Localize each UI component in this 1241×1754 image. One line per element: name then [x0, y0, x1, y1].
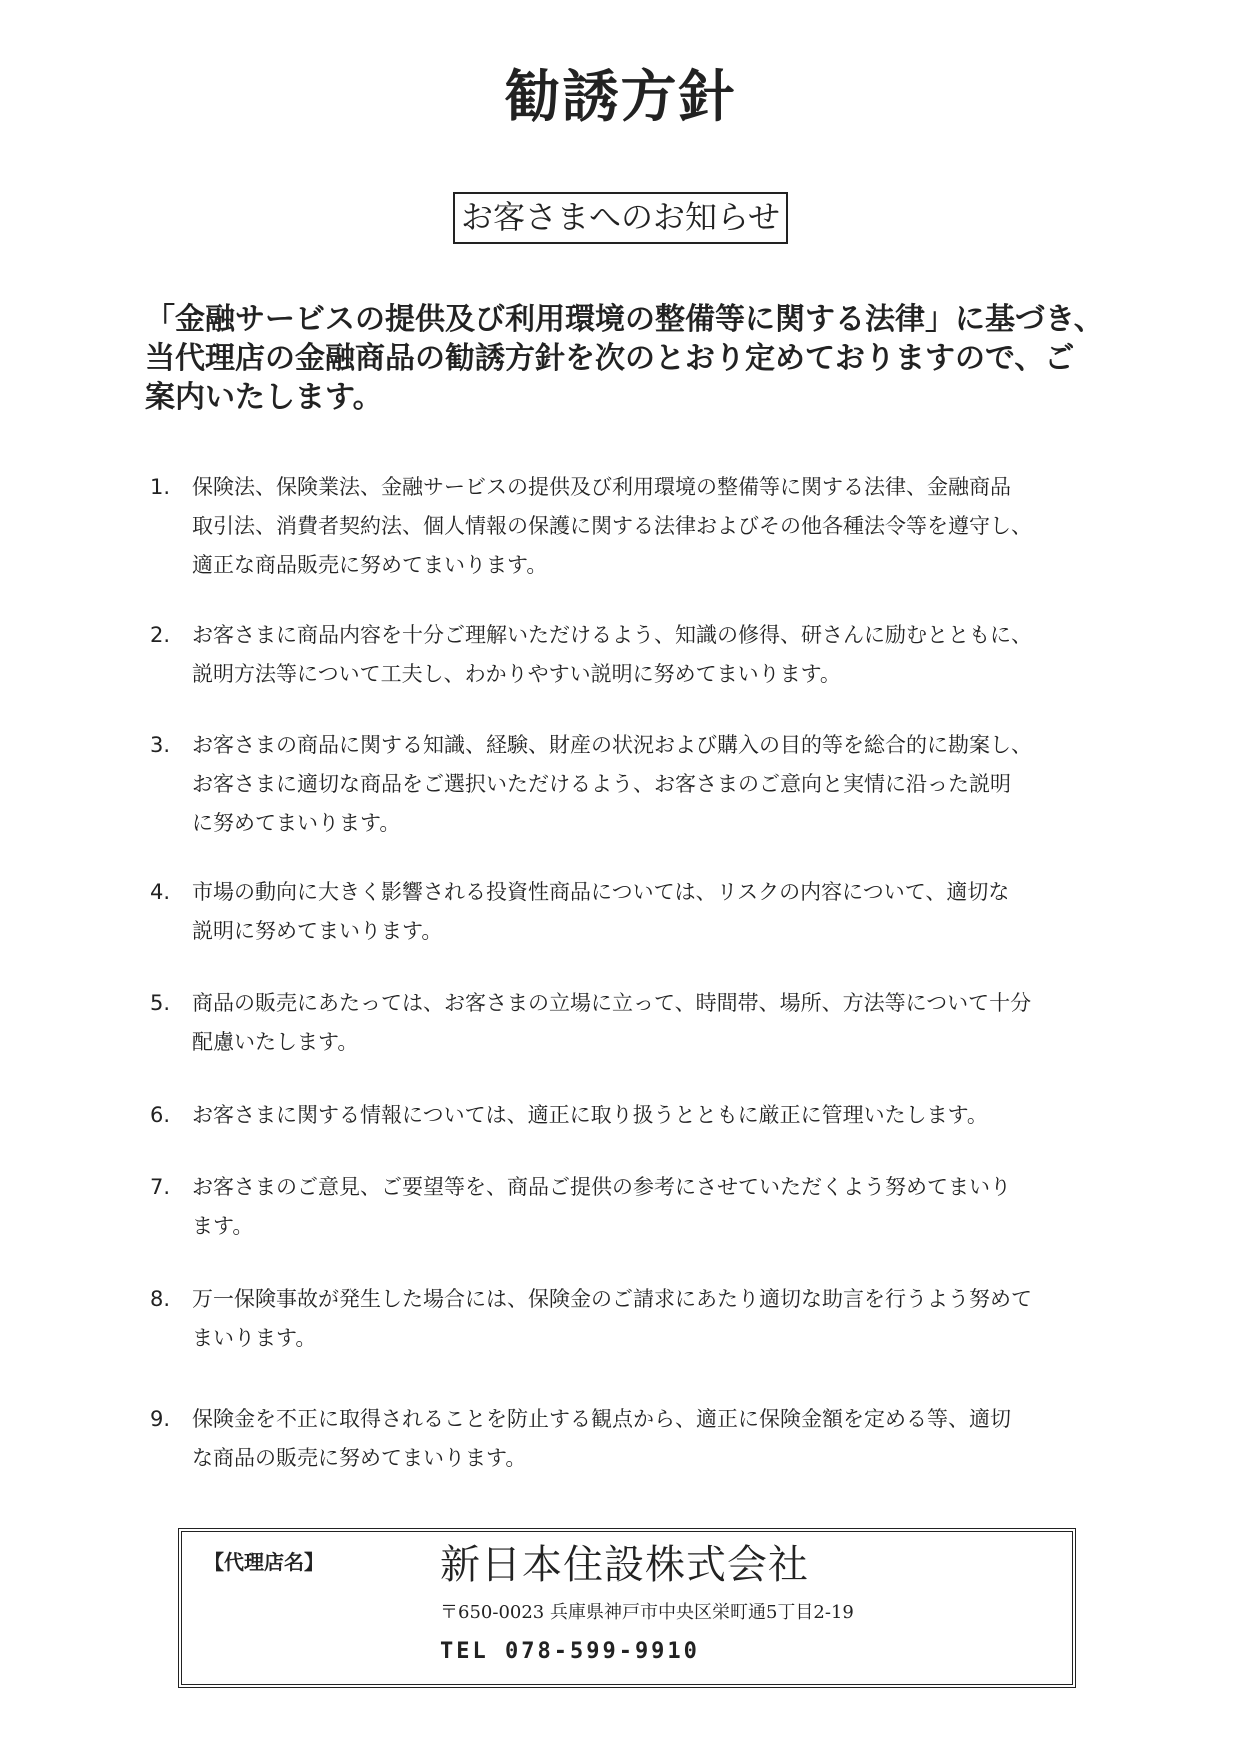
policy-item-text — [192, 726, 1092, 843]
agent-tel: TEL 078-599-9910 — [440, 1639, 700, 1664]
policy-item-line: 説明方法等について工夫し、わかりやすい説明に努めてまいります。 — [192, 662, 841, 686]
policy-item-text — [192, 1400, 1092, 1478]
policy-item-number: 2. — [150, 623, 171, 647]
notice-heading-wrap — [0, 192, 1241, 244]
policy-item-line: お客さまの商品に関する知識、経験、財産の状況および購入の目的等を総合的に勘案し、 — [192, 733, 1032, 757]
policy-item-number: 8. — [150, 1287, 171, 1311]
policy-item-line: 配慮いたします。 — [192, 1030, 359, 1054]
policy-item-line: 万一保険事故が発生した場合には、保険金のご請求にあたり適切な助言を行うよう努めて — [192, 1287, 1032, 1311]
policy-item-text — [192, 468, 1092, 585]
policy-item-line: 取引法、消費者契約法、個人情報の保護に関する法律およびその他各種法令等を遵守し、 — [192, 514, 1032, 538]
policy-item-line: お客さまに関する情報については、適正に取り扱うとともに厳正に管理いたします。 — [192, 1103, 988, 1127]
policy-item-line: な商品の販売に努めてまいります。 — [192, 1446, 527, 1470]
policy-item-number: 1. — [150, 475, 171, 499]
policy-item-text — [192, 984, 1092, 1062]
agent-name: 新日本住設株式会社 — [440, 1542, 809, 1588]
policy-item-number: 4. — [150, 880, 171, 904]
policy-item-line: 適正な商品販売に努めてまいります。 — [192, 553, 548, 577]
policy-item-line: 保険法、保険業法、金融サービスの提供及び利用環境の整備等に関する法律、金融商品 — [192, 475, 1011, 499]
policy-item-text — [192, 1280, 1092, 1358]
policy-item-text — [192, 616, 1092, 694]
policy-item-text — [192, 1096, 1092, 1135]
policy-item-text — [192, 873, 1092, 951]
notice-heading: お客さまへのお知らせ — [453, 192, 788, 244]
policy-item-line: お客さまに商品内容を十分ご理解いただけるよう、知識の修得、研さんに励むとともに、 — [192, 623, 1032, 647]
policy-item-line: 商品の販売にあたっては、お客さまの立場に立って、時間帯、場所、方法等について十分 — [192, 991, 1032, 1015]
policy-item-line: お客さまのご意見、ご要望等を、商品ご提供の参考にさせていただくよう努めてまいり — [192, 1175, 1011, 1199]
policy-item-text — [192, 1168, 1092, 1246]
policy-item-line: 保険金を不正に取得されることを防止する観点から、適正に保険金額を定める等、適切 — [192, 1407, 1011, 1431]
policy-item-number: 3. — [150, 733, 171, 757]
policy-item-line: 市場の動向に大きく影響される投資性商品については、リスクの内容について、適切な — [192, 880, 1010, 904]
policy-item-line: 説明に努めてまいります。 — [192, 919, 443, 943]
policy-item-number: 7. — [150, 1175, 171, 1199]
intro-line: 「金融サービスの提供及び利用環境の整備等に関する法律」に基づき、 — [145, 302, 1104, 337]
policy-item-number: 6. — [150, 1103, 171, 1127]
policy-item-line: に努めてまいります。 — [192, 811, 401, 835]
intro-line: 当代理店の金融商品の勧誘方針を次のとおり定めておりますので、ご — [145, 341, 1075, 376]
policy-item-number: 9. — [150, 1407, 171, 1431]
intro-line: 案内いたします。 — [145, 380, 383, 415]
agent-address: 〒650-0023 兵庫県神戸市中央区栄町通5丁目2-19 — [440, 1602, 854, 1623]
policy-item-number: 5. — [150, 991, 171, 1015]
agent-label: 【代理店名】 — [204, 1550, 324, 1574]
policy-item-line: まいります。 — [192, 1326, 317, 1350]
page-title: 勧誘方針 — [504, 65, 737, 130]
agent-info-box — [178, 1528, 1076, 1688]
policy-item-line: お客さまに適切な商品をご選択いただけるよう、お客さまのご意向と実情に沿った説明 — [192, 772, 1011, 796]
policy-item-line: ます。 — [192, 1214, 254, 1238]
intro-paragraph — [145, 300, 1105, 417]
